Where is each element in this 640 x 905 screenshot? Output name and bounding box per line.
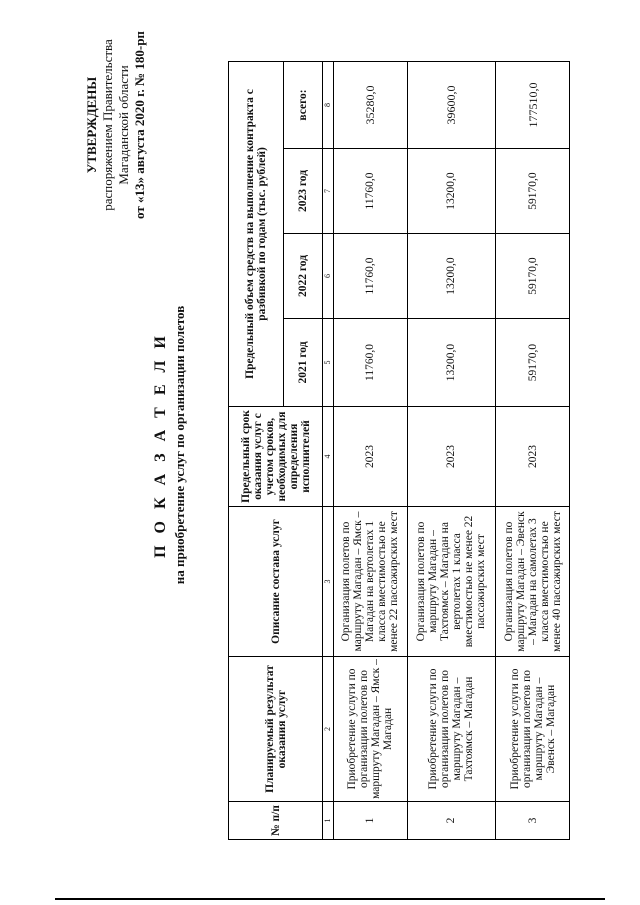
row-num: 3 <box>496 802 570 840</box>
row-2022: 13200,0 <box>407 234 495 319</box>
col-number: 4 <box>323 407 334 507</box>
approval-line-2: распоряжением Правительства <box>100 39 115 211</box>
page-subtitle: на приобретение услуг по организации полетов <box>172 305 187 585</box>
column-number-row <box>323 61 334 839</box>
row-total: 35280,0 <box>334 61 408 148</box>
row-2023: 11760,0 <box>334 149 408 234</box>
table-row <box>496 61 570 839</box>
table-row <box>407 61 495 839</box>
row-result: Приобретение услуги по организации полетов по маршруту Магадан – Ямск – Магадан <box>334 657 408 802</box>
row-2022: 11760,0 <box>334 234 408 319</box>
row-2021: 59170,0 <box>496 319 570 407</box>
header-volume: Предельный объем средств на выполнение контракта с разбивкой по годам (тыс. рублей) <box>229 61 284 406</box>
col-number: 5 <box>323 319 334 407</box>
row-2023: 13200,0 <box>407 149 495 234</box>
row-description: Организация полетов по маршруту Магадан – Ямск – Магадан на вертолетах 1 класса вместимостью не менее 22 пассажирских мест <box>334 507 408 657</box>
approval-line-4: от «13» августа 2020 г. № 180-рп <box>132 31 147 219</box>
approval-block <box>84 0 148 265</box>
approval-line-1: УТВЕРЖДЕНЫ <box>84 76 99 174</box>
row-deadline: 2023 <box>496 407 570 507</box>
col-number: 6 <box>323 234 334 319</box>
row-result: Приобретение услуги по организации полетов по маршруту Магадан – Тахтоямск – Магадан <box>407 657 495 802</box>
col-number: 3 <box>323 507 334 657</box>
row-deadline: 2023 <box>334 407 408 507</box>
header-2023: 2023 год <box>284 149 323 234</box>
row-description: Организация полетов по маршруту Магадан – Тахтоямск – Магадан на вертолетах 1 класса вместимостью не менее 22 пассажирских мест <box>407 507 495 657</box>
row-num: 2 <box>407 802 495 840</box>
header-2022: 2022 год <box>284 234 323 319</box>
header-2021: 2021 год <box>284 319 323 407</box>
col-number: 2 <box>323 657 334 802</box>
header-description: Описание состава услуг <box>229 507 323 657</box>
row-2022: 59170,0 <box>496 234 570 319</box>
row-result: Приобретение услуги по организации полетов по маршруту Магадан – Эвенск – Магадан <box>496 657 570 802</box>
row-2021: 11760,0 <box>334 319 408 407</box>
table-row <box>334 61 408 839</box>
row-total: 39600,0 <box>407 61 495 148</box>
indicators-table <box>228 61 570 840</box>
header-deadline: Предельный срок оказания услуг с учетом сроков, необходимых для определения исполнителей <box>229 407 323 507</box>
row-num: 1 <box>334 802 408 840</box>
header-result: Планируемый результат оказания услуг <box>229 657 323 802</box>
approval-line-3: Магаданской области <box>116 65 131 185</box>
row-2023: 59170,0 <box>496 149 570 234</box>
header-total: всего: <box>284 61 323 148</box>
row-description: Организация полетов по маршруту Магадан – Эвенск – Магадан на самолетах 3 класса вместимостью не менее 40 пассажирских мест <box>496 507 570 657</box>
row-deadline: 2023 <box>407 407 495 507</box>
scan-edge-line <box>55 898 605 900</box>
page-title: П О К А З А Т Е Л И <box>152 332 169 558</box>
row-total: 177510,0 <box>496 61 570 148</box>
col-number: 8 <box>323 61 334 148</box>
row-2021: 13200,0 <box>407 319 495 407</box>
header-num: № п/п <box>229 802 323 840</box>
col-number: 1 <box>323 802 334 840</box>
col-number: 7 <box>323 149 334 234</box>
